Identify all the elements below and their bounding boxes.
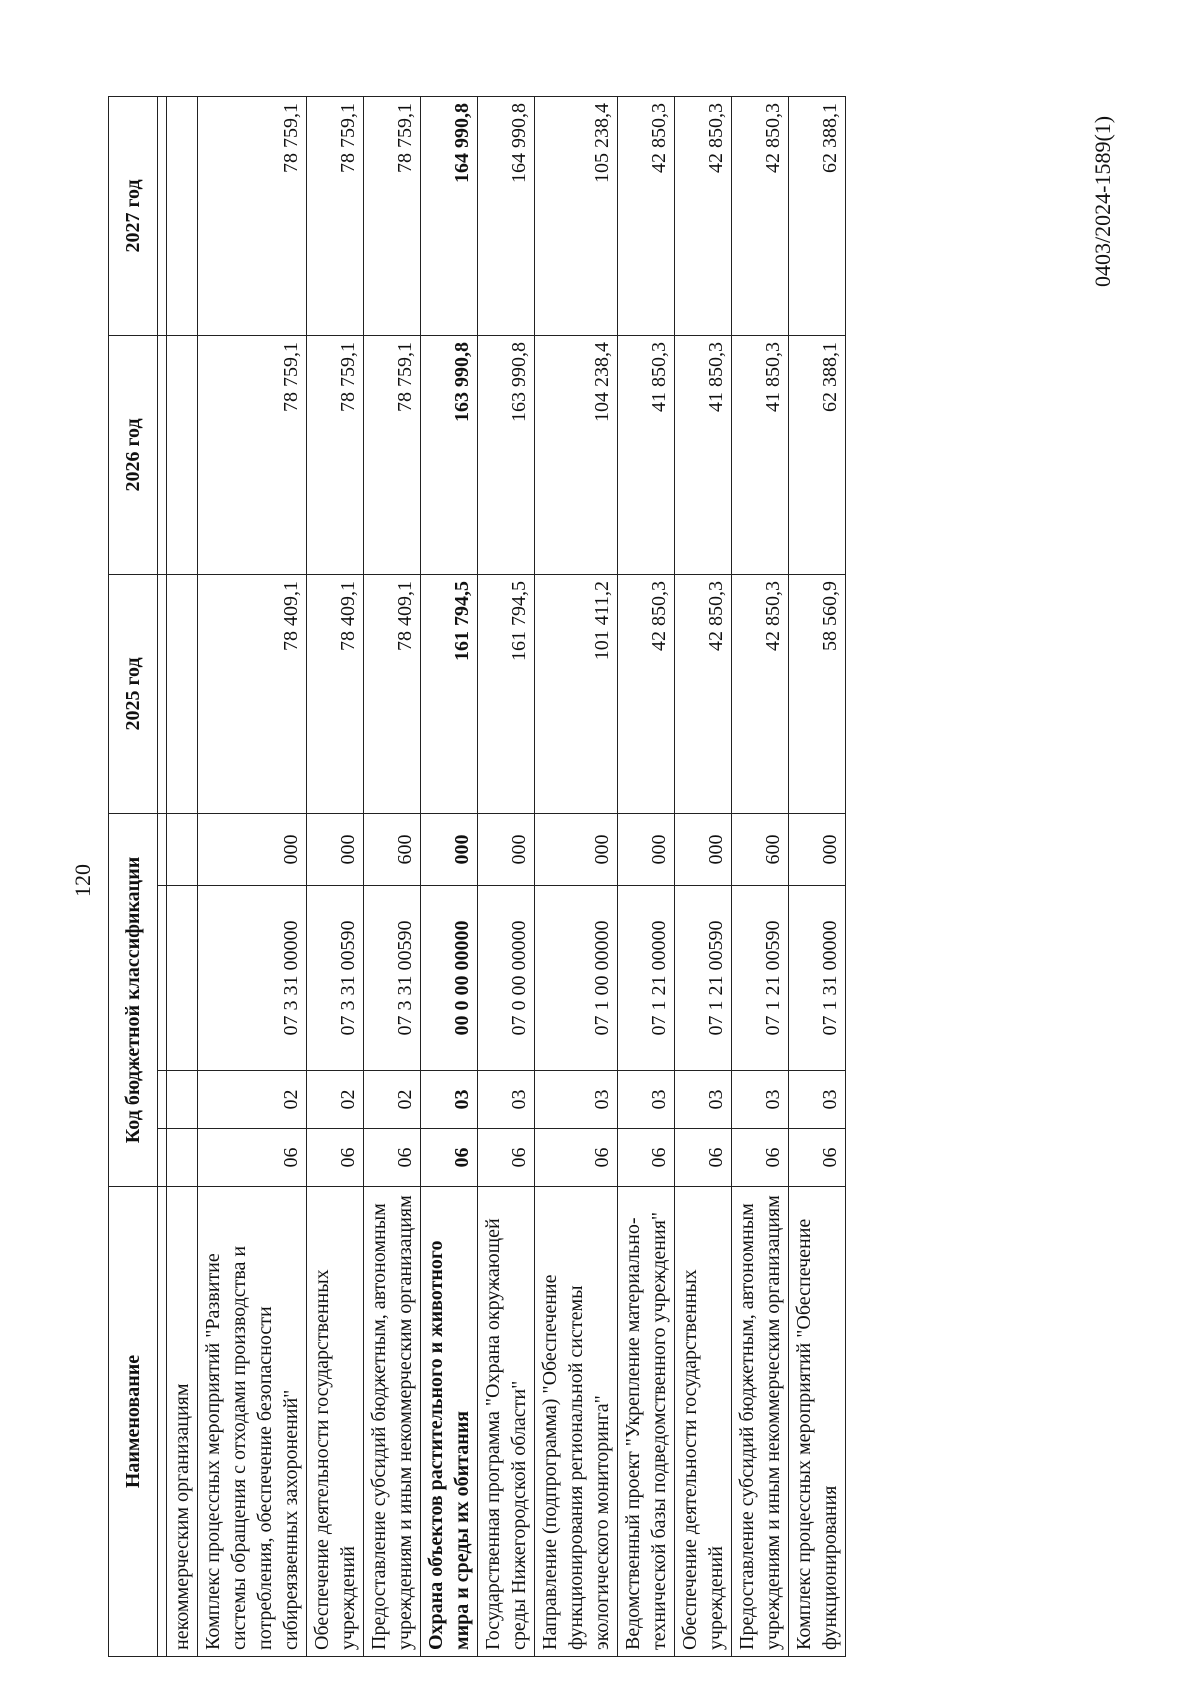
amount-2025: 42 850,3 [675, 574, 732, 813]
page-number: 120 [70, 864, 95, 897]
amount-2027: 105 238,4 [535, 96, 618, 335]
code-subsection: 02 [364, 1071, 421, 1129]
code-section: 06 [535, 1129, 618, 1187]
code-section: 06 [618, 1129, 675, 1187]
amount-2025: 42 850,3 [732, 574, 789, 813]
code-subsection: 03 [732, 1071, 789, 1129]
amount-2026: 78 759,1 [307, 335, 364, 574]
header-spacer-row [158, 96, 167, 1656]
code-section: 06 [198, 1129, 307, 1187]
code-expense-type: 000 [307, 813, 364, 885]
amount-2025: 161 794,5 [478, 574, 535, 813]
table-row [198, 96, 307, 1656]
code-section: 06 [307, 1129, 364, 1187]
amount-2027: 78 759,1 [198, 96, 307, 335]
code-expense-type: 000 [198, 813, 307, 885]
row-name: Обеспечение деятельности государственных учреждений [307, 1187, 364, 1657]
amount-2026: 78 759,1 [198, 335, 307, 574]
amount-2026: 163 990,8 [478, 335, 535, 574]
amount-2025: 101 411,2 [535, 574, 618, 813]
code-target-item: 07 1 21 00590 [675, 886, 732, 1071]
row-name: Комплекс процессных мероприятий "Обеспечение функционирования [789, 1187, 846, 1657]
header-2025: 2025 год [109, 574, 158, 813]
row-name: Комплекс процессных мероприятий "Развитие системы обращения с отходами производства и потребления, обеспечение безопасности сибиреязвенных захоронений" [198, 1187, 307, 1657]
code-expense-type: 000 [618, 813, 675, 885]
row-name: Государственная программа "Охрана окружающей среды Нижегородской области" [478, 1187, 535, 1657]
table-row [478, 96, 535, 1656]
code-subsection: 03 [421, 1071, 478, 1129]
code-section: 06 [421, 1129, 478, 1187]
code-expense-type: 600 [364, 813, 421, 885]
amount-2026: 41 850,3 [732, 335, 789, 574]
code-expense-type: 000 [675, 813, 732, 885]
document-code: 0403/2024-1589(1) [1090, 115, 1115, 287]
amount-2026: 41 850,3 [675, 335, 732, 574]
code-section: 06 [364, 1129, 421, 1187]
amount-2025: 78 409,1 [198, 574, 307, 813]
amount-2026: 78 759,1 [364, 335, 421, 574]
code-expense-type: 000 [535, 813, 618, 885]
row-name: Ведомственный проект "Укрепление материально-технической базы подведомственного учреждения" [618, 1187, 675, 1657]
amount-2027: 42 850,3 [675, 96, 732, 335]
amount-2025: 58 560,9 [789, 574, 846, 813]
code-target-item: 07 1 21 00000 [618, 886, 675, 1071]
code-section: 06 [732, 1129, 789, 1187]
code-expense-type: 000 [789, 813, 846, 885]
amount-2026: 62 388,1 [789, 335, 846, 574]
amount-2026: 41 850,3 [618, 335, 675, 574]
row-name: Направление (подпрограмма) "Обеспечение функционирования региональной системы экологического мониторинга" [535, 1187, 618, 1657]
amount-2026: 163 990,8 [421, 335, 478, 574]
row-name: Обеспечение деятельности государственных учреждений [675, 1187, 732, 1657]
table-row [732, 96, 789, 1656]
amount-2027: 42 850,3 [732, 96, 789, 335]
table-body [167, 96, 846, 1656]
table-row [421, 96, 478, 1656]
row-name: Охрана объектов растительного и животного мира и среды их обитания [421, 1187, 478, 1657]
header-2027: 2027 год [109, 96, 158, 335]
code-subsection: 02 [307, 1071, 364, 1129]
amount-2027: 42 850,3 [618, 96, 675, 335]
code-subsection: 03 [478, 1071, 535, 1129]
amount-2027 [167, 96, 198, 335]
table-header-row [109, 96, 158, 1656]
amount-2027: 164 990,8 [478, 96, 535, 335]
code-target-item [167, 886, 198, 1071]
code-target-item: 07 1 00 00000 [535, 886, 618, 1071]
amount-2025: 161 794,5 [421, 574, 478, 813]
amount-2026 [167, 335, 198, 574]
code-target-item: 07 0 00 00000 [478, 886, 535, 1071]
code-target-item: 07 3 31 00000 [198, 886, 307, 1071]
table-row [364, 96, 421, 1656]
amount-2027: 78 759,1 [364, 96, 421, 335]
code-target-item: 07 1 21 00590 [732, 886, 789, 1071]
amount-2026: 104 238,4 [535, 335, 618, 574]
code-target-item: 07 3 31 00590 [307, 886, 364, 1071]
amount-2027: 78 759,1 [307, 96, 364, 335]
code-subsection: 03 [618, 1071, 675, 1129]
code-target-item: 07 1 31 00000 [789, 886, 846, 1071]
header-name: Наименование [109, 1187, 158, 1657]
amount-2025: 78 409,1 [307, 574, 364, 813]
header-2026: 2026 год [109, 335, 158, 574]
table-row [618, 96, 675, 1656]
table-row [675, 96, 732, 1656]
code-subsection: 03 [789, 1071, 846, 1129]
code-section: 06 [478, 1129, 535, 1187]
table-row [535, 96, 618, 1656]
code-target-item: 00 0 00 00000 [421, 886, 478, 1071]
amount-2025 [167, 574, 198, 813]
table-row [307, 96, 364, 1656]
row-name: Предоставление субсидий бюджетным, автономным учреждениям и иным некоммерческим организациям [732, 1187, 789, 1657]
code-subsection [167, 1071, 198, 1129]
code-subsection: 03 [535, 1071, 618, 1129]
code-expense-type: 000 [478, 813, 535, 885]
code-target-item: 07 3 31 00590 [364, 886, 421, 1071]
table-row [789, 96, 846, 1656]
code-section: 06 [675, 1129, 732, 1187]
code-subsection: 03 [675, 1071, 732, 1129]
header-code: Код бюджетной классификации [109, 813, 158, 1186]
row-name: некоммерческим организациям [167, 1187, 198, 1657]
amount-2025: 42 850,3 [618, 574, 675, 813]
code-section [167, 1129, 198, 1187]
code-section: 06 [789, 1129, 846, 1187]
amount-2027: 62 388,1 [789, 96, 846, 335]
amount-2025: 78 409,1 [364, 574, 421, 813]
table-row [167, 96, 198, 1656]
budget-table [108, 96, 846, 1657]
code-expense-type [167, 813, 198, 885]
amount-2027: 164 990,8 [421, 96, 478, 335]
code-expense-type: 000 [421, 813, 478, 885]
row-name: Предоставление субсидий бюджетным, автономным учреждениям и иным некоммерческим организациям [364, 1187, 421, 1657]
code-subsection: 02 [198, 1071, 307, 1129]
code-expense-type: 600 [732, 813, 789, 885]
